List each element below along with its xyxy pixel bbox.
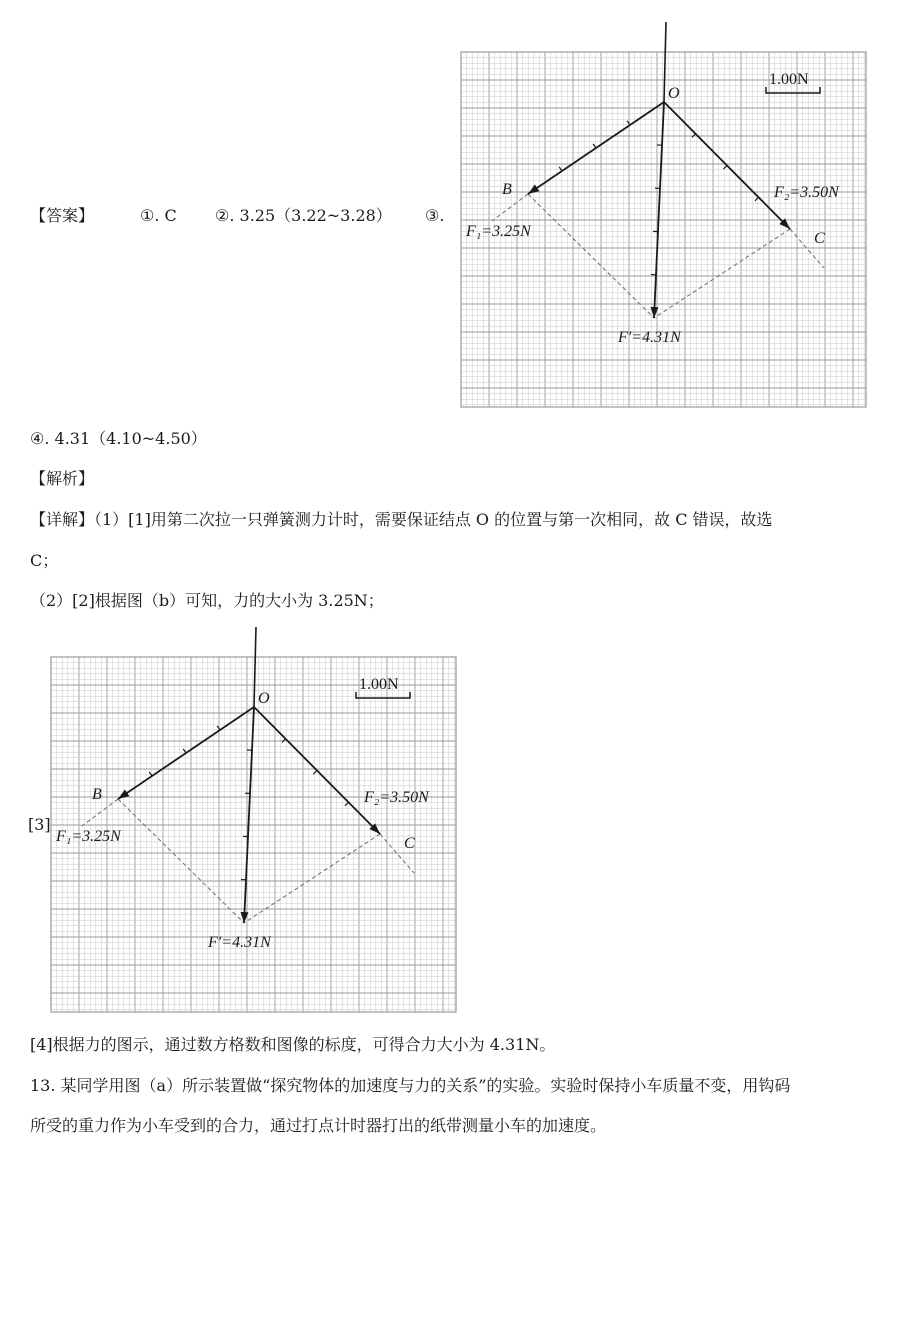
detail-line-1: 【详解】（1）[1]用第二次拉一只弹簧测力计时，需要保证结点 O 的位置与第一次相同，故 C 错误，故选 <box>30 510 773 529</box>
f1-label: F₁=3.25N <box>466 223 531 240</box>
point-c-label: C <box>404 835 415 852</box>
f1-label: F₁=3.25N <box>56 828 121 845</box>
f2-label: F₂=3.50N <box>364 789 429 806</box>
point-o-label: O <box>258 690 270 707</box>
point-b-label: B <box>92 786 102 803</box>
point-b-label: B <box>502 181 512 198</box>
answer-item-2: ②. 3.25（3.22~3.28） <box>215 206 392 225</box>
part-2-text: （2）[2]根据图（b）可知，力的大小为 3.25N； <box>30 591 384 610</box>
force-diagram-figure-2 <box>48 625 460 1015</box>
scale-label: 1.00N <box>769 71 809 88</box>
resultant-label: F′=4.31N <box>618 329 681 346</box>
part-3-tag: [3] <box>28 815 51 834</box>
force-diagram-figure <box>458 20 870 410</box>
detail-line-2: C； <box>30 551 59 570</box>
analysis-tag: 【解析】 <box>30 469 95 488</box>
answer-item-3: ③. <box>425 206 445 225</box>
f2-label: F₂=3.50N <box>774 184 839 201</box>
answer-tag: 【答案】 <box>30 206 95 225</box>
point-c-label: C <box>814 230 825 247</box>
part-4-text: [4]根据力的图示，通过数方格数和图像的标度，可得合力大小为 4.31N。 <box>30 1035 556 1054</box>
question-13-line-2: 所受的重力作为小车受到的合力，通过打点计时器打出的纸带测量小车的加速度。 <box>30 1116 607 1135</box>
answer-item-4: ④. 4.31（4.10~4.50） <box>30 429 207 448</box>
resultant-label: F′=4.31N <box>208 934 271 951</box>
scale-label: 1.00N <box>359 676 399 693</box>
question-13-line-1: 13. 某同学用图（a）所示装置做“探究物体的加速度与力的关系”的实验。实验时保持小车质量不变，用钩码 <box>30 1076 791 1095</box>
force-diagram-2 <box>48 625 460 1015</box>
force-diagram <box>458 20 870 410</box>
answer-item-1: ①. C <box>140 206 177 225</box>
point-o-label: O <box>668 85 680 102</box>
